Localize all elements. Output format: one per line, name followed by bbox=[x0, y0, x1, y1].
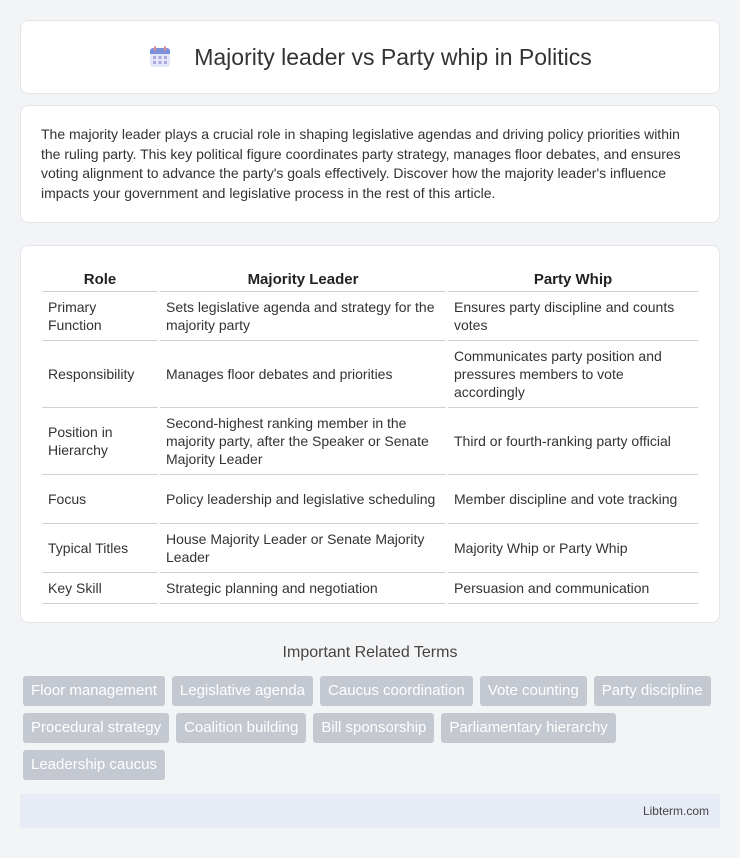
row-majority-leader: Strategic planning and negotiation bbox=[159, 572, 447, 603]
row-party-whip: Ensures party discipline and counts votes bbox=[447, 291, 698, 340]
tag-party-discipline[interactable]: Party discipline bbox=[594, 676, 711, 706]
row-party-whip: Communicates party position and pressures members to vote accordingly bbox=[447, 340, 698, 407]
related-terms-heading: Important Related Terms bbox=[282, 644, 458, 661]
footer-site-link[interactable]: Libterm.com bbox=[642, 804, 709, 818]
header-role: Role bbox=[42, 266, 159, 291]
table-row bbox=[42, 474, 698, 523]
header-party-whip: Party Whip bbox=[447, 266, 698, 291]
tag-leadership-caucus[interactable]: Leadership caucus bbox=[23, 750, 165, 780]
row-majority-leader: House Majority Leader or Senate Majority Leader bbox=[159, 523, 447, 572]
intro-paragraph: The majority leader plays a crucial role in shaping legislative agendas and driving policy priorities within the ruling party. This key political figure coordinates party strategy, manages floor debates, and ensures voting alignment to advance the party's goals effectively. Discover how the majority leader's influence impacts your government and legislative process in the rest of this article. bbox=[41, 126, 681, 201]
related-terms-tags bbox=[23, 676, 723, 780]
tag-vote-counting[interactable]: Vote counting bbox=[480, 676, 587, 706]
tag-coalition-building[interactable]: Coalition building bbox=[176, 713, 306, 743]
intro-card bbox=[20, 105, 720, 223]
tag-bill-sponsorship[interactable]: Bill sponsorship bbox=[313, 713, 434, 743]
comparison-table bbox=[42, 266, 698, 604]
table-row bbox=[42, 291, 698, 340]
tag-legislative-agenda[interactable]: Legislative agenda bbox=[172, 676, 313, 706]
table-row bbox=[42, 523, 698, 572]
comparison-card bbox=[20, 245, 720, 623]
page-title: Majority leader vs Party whip in Politics bbox=[194, 43, 592, 70]
row-role: Key Skill bbox=[42, 572, 159, 603]
tag-parliamentary-hierarchy[interactable]: Parliamentary hierarchy bbox=[441, 713, 615, 743]
row-party-whip: Third or fourth-ranking party official bbox=[447, 407, 698, 474]
table-row bbox=[42, 572, 698, 603]
row-role: Focus bbox=[42, 474, 159, 523]
row-majority-leader: Second-highest ranking member in the majority party, after the Speaker or Senate Majority Leader bbox=[159, 407, 447, 474]
table-row bbox=[42, 407, 698, 474]
row-majority-leader: Sets legislative agenda and strategy for the majority party bbox=[159, 291, 447, 340]
row-majority-leader: Policy leadership and legislative scheduling bbox=[159, 474, 447, 523]
tag-floor-management[interactable]: Floor management bbox=[23, 676, 165, 706]
row-role: Primary Function bbox=[42, 291, 159, 340]
row-party-whip: Member discipline and vote tracking bbox=[447, 474, 698, 523]
row-party-whip: Majority Whip or Party Whip bbox=[447, 523, 698, 572]
header-majority-leader: Majority Leader bbox=[159, 266, 447, 291]
row-role: Typical Titles bbox=[42, 523, 159, 572]
tag-caucus-coordination[interactable]: Caucus coordination bbox=[320, 676, 473, 706]
table-row bbox=[42, 340, 698, 407]
title-card bbox=[20, 20, 720, 94]
footer bbox=[20, 794, 720, 828]
calendar-icon bbox=[148, 45, 172, 69]
row-role: Position in Hierarchy bbox=[42, 407, 159, 474]
row-majority-leader: Manages floor debates and priorities bbox=[159, 340, 447, 407]
tag-procedural-strategy[interactable]: Procedural strategy bbox=[23, 713, 169, 743]
table-header-row bbox=[42, 266, 698, 291]
row-role: Responsibility bbox=[42, 340, 159, 407]
row-party-whip: Persuasion and communication bbox=[447, 572, 698, 603]
